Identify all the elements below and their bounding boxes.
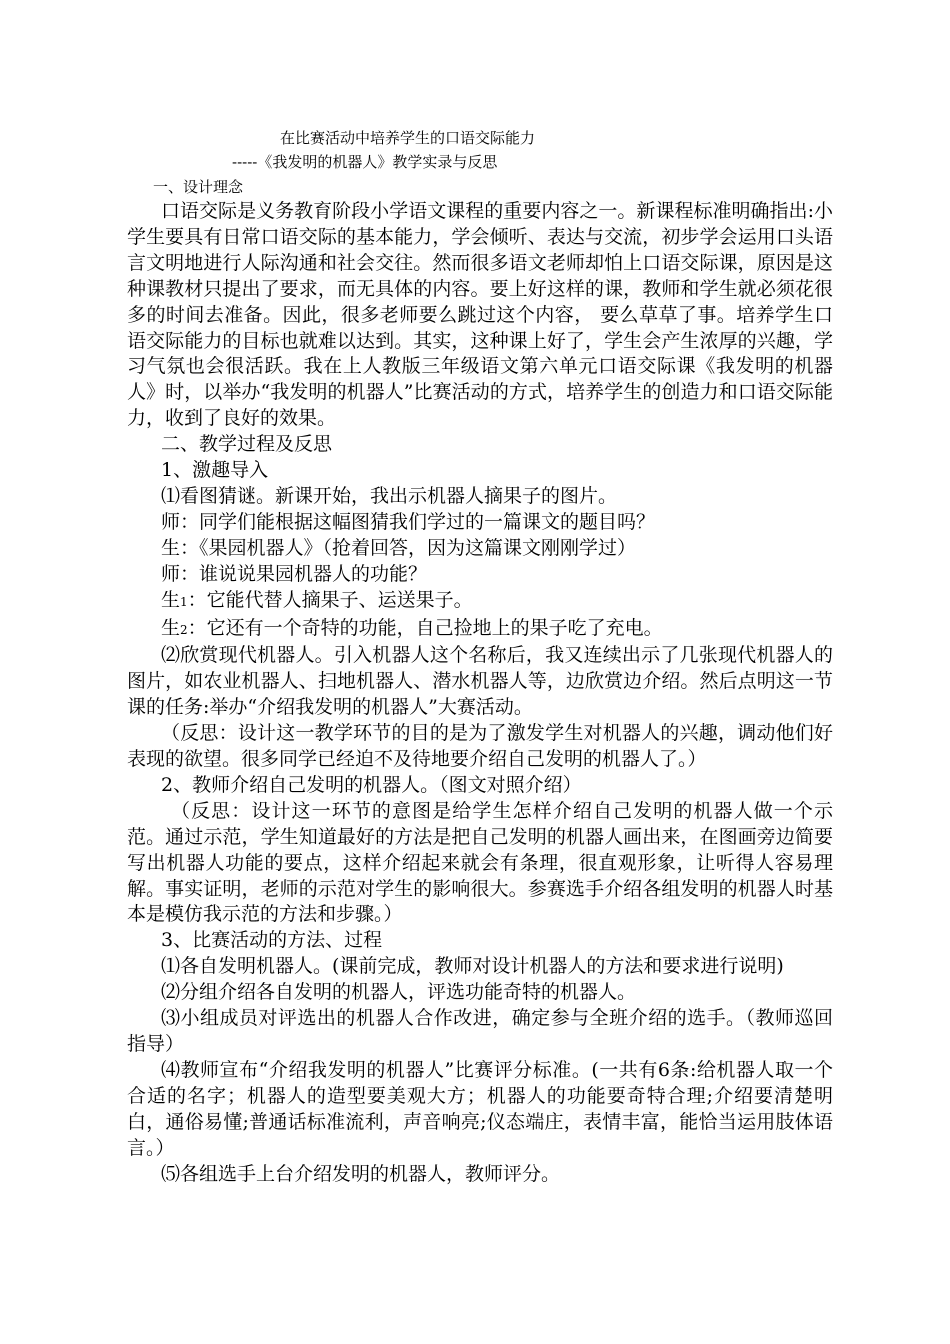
step-3-4: ⑷教师宣布“介绍我发明的机器人”比赛评分标准。(一共有6条:给机器人取一个合适的名字；机器人的造型要美观大方；机器人的功能要奇特合理;介绍要清楚明白，通俗易懂;普通话标准流利，声音响亮;仪态端庄，表情丰富，能恰当运用肢体语言。） xyxy=(127,1058,833,1159)
step-1-1: ⑴看图猜谜。新课开始，我出示机器人摘果子的图片。 xyxy=(161,484,618,507)
speaker-label: 生 xyxy=(161,616,181,639)
step-3-1: ⑴各自发明机器人。(课前完成，教师对设计机器人的方法和要求进行说明) xyxy=(161,955,784,978)
reflection-2: （反思：设计这一环节的意图是给学生怎样介绍自己发明的机器人做一个示范。通过示范，学生知道最好的方法是把自己发明的机器人画出来，在图画旁边简要写出机器人功能的要点，这样介绍起来就会有条理，很直观形象，让听得人容易理解。事实证明，老师的示范对学生的影响很大。参赛选手介绍各组发明的机器人时基本是模仿我示范的方法和步骤。） xyxy=(127,799,833,926)
dialogue-line: 生：《果园机器人》（抢着回答，因为这篇课文刚刚学过） xyxy=(161,536,637,559)
step-3-2: ⑵分组介绍各自发明的机器人，评选功能奇特的机器人。 xyxy=(161,981,637,1004)
document-subtitle: -----《我发明的机器人》教学实录与反思 xyxy=(232,153,498,171)
document-body xyxy=(127,199,833,1187)
dialogue-text: ：它还有一个奇特的功能，自己捡地上的果子吃了充电。 xyxy=(187,616,663,639)
step-2-heading: 2、教师介绍自己发明的机器人。（图文对照介绍） xyxy=(161,773,582,796)
section-heading-design: 一、设计理念 xyxy=(153,178,244,196)
section-heading-process: 二、教学过程及反思 xyxy=(161,433,333,456)
dialogue-line: 师：同学们能根据这幅图猜我们学过的一篇课文的题目吗？ xyxy=(161,510,656,533)
speaker-index: 2 xyxy=(180,622,188,637)
step-1-heading: 1、激趣导入 xyxy=(161,459,269,482)
reflection-1: （反思：设计这一教学环节的目的是为了激发学生对机器人的兴趣，调动他们好表现的欲望。很多同学已经迫不及待地要介绍自己发明的机器人了。） xyxy=(127,722,833,771)
speaker-label: 生 xyxy=(161,588,181,611)
speaker-index: 1 xyxy=(180,594,188,609)
document-title: 在比赛活动中培养学生的口语交际能力 xyxy=(280,129,536,147)
step-3-3: ⑶小组成员对评选出的机器人合作改进，确定参与全班介绍的选手。（教师巡回指导） xyxy=(127,1007,833,1055)
dialogue-line: 师：谁说说果园机器人的功能？ xyxy=(161,562,428,585)
paragraph-intro: 口语交际是义务教育阶段小学语文课程的重要内容之一。新课程标准明确指出:小学生要具有日常口语交际的基本能力，学会倾听、表达与交流，初步学会运用口头语言文明地进行人际沟通和社会交往。然而很多语文老师却怕上口语交际课，原因是这种课教材只提出了要求，而无具体的内容。要上好这样的课，教师和学生就必须花很多的时间去准备。因此，很多老师要么跳过这个内容， 要么草草了事。培养学生口语交际能力的目标也就难以达到。其实，这种课上好了，学生会产生浓厚的兴趣，学习气氛也会很活跃。我在上人教版三年级语文第六单元口语交际课《我发明的机器人》时，以举办“我发明的机器人”比赛活动的方式，培养学生的创造力和口语交际能力，收到了良好的效果。 xyxy=(127,200,833,430)
step-1-2: ⑵欣赏现代机器人。引入机器人这个名称后，我又连续出示了几张现代机器人的图片，如农业机器人、扫地机器人、潜水机器人等，边欣赏边介绍。然后点明这一节课的任务:举办“介绍我发明的机器人”大赛活动。 xyxy=(127,644,833,719)
dialogue-line xyxy=(127,616,833,644)
dialogue-text: ：它能代替人摘果子、运送果子。 xyxy=(187,588,473,611)
step-3-5: ⑸各组选手上台介绍发明的机器人，教师评分。 xyxy=(161,1162,561,1185)
step-3-heading: 3、比赛活动的方法、过程 xyxy=(161,929,383,952)
dialogue-line xyxy=(127,588,833,616)
